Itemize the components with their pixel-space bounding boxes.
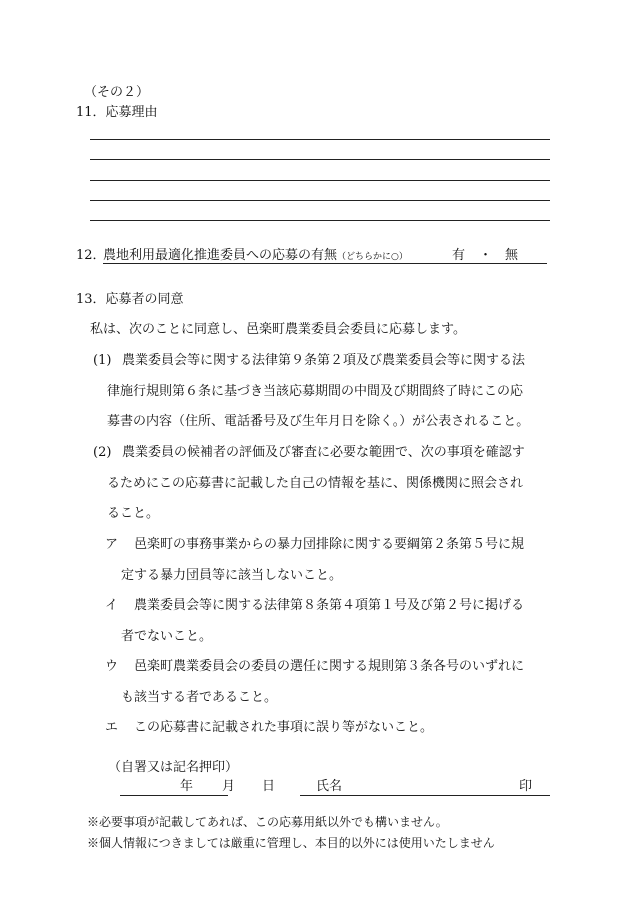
sub-a-line1: 邑楽町の事務事業からの暴力団排除に関する要綱第２条第５号に規 (134, 537, 525, 552)
signature-name-label: 氏名 (316, 779, 343, 794)
page-label: （その２） (84, 85, 150, 100)
item1-line2: 律施行規則第６条に基づき当該応募期間の中間及び期間終了時にこの応 (107, 384, 524, 399)
sub-u-line2: も該当する者であること。 (121, 690, 278, 705)
section12-hint: （どちらかに○） (337, 252, 408, 262)
footnote-2: ※個人情報につきましては厳重に管理し、本目的以外には使用いたしません (87, 836, 495, 850)
option-yes[interactable]: 有 (452, 248, 466, 263)
sub-u-line1: 邑楽町農業委員会の委員の選任に関する規則第３条各号のいずれに (134, 659, 525, 674)
sub-i-mark: イ (105, 598, 119, 613)
option-separator: ・ (479, 248, 493, 263)
signature-year: 年 (180, 779, 194, 794)
reason-line-3[interactable] (90, 180, 550, 181)
option-no[interactable]: 無 (505, 248, 519, 263)
section12-number: 12． (76, 248, 106, 263)
section13-title: 13．応募者の同意 (76, 292, 184, 307)
signature-note: （自署又は記名押印） (108, 760, 239, 775)
section11-title: 11．応募理由 (76, 105, 158, 120)
sub-e-line1: この応募書に記載された事項に誤り等がないこと。 (134, 720, 434, 735)
reason-line-1[interactable] (90, 139, 550, 140)
consent-intro: 私は、次のことに同意し、邑楽町農業委員会委員に応募します。 (90, 322, 466, 337)
item2-line1: 農業委員の候補者の評価及び審査に必要な範囲で、次の事項を確認す (122, 445, 525, 460)
signature-month: 月 (222, 779, 236, 794)
signature-seal: 印 (519, 779, 533, 794)
item2-line2: るためにこの応募書に記載した自己の情報を基に、関係機関に照会され (107, 476, 524, 491)
sub-e-mark: エ (105, 720, 119, 735)
item1-line1: 農業委員会等に関する法律第９条第２項及び農業委員会等に関する法 (122, 353, 526, 368)
signature-day: 日 (262, 779, 276, 794)
signature-date-line[interactable] (120, 795, 228, 796)
sub-i-line1: 農業委員会等に関する法律第８条第４項第１号及び第２号に掲げる (134, 598, 525, 613)
sub-a-line2: 定する暴力団員等に該当しないこと。 (121, 568, 343, 583)
sub-a-mark: ア (105, 537, 119, 552)
reason-line-2[interactable] (90, 159, 550, 160)
section12-label: 農地利用最適化推進委員への応募の有無 (103, 248, 338, 263)
item2-number: (2) (93, 445, 112, 460)
sub-u-mark: ウ (105, 659, 119, 674)
sub-i-line2: 者でないこと。 (121, 629, 213, 644)
footnote-1: ※必要事項が記載してあれば、この応募用紙以外でも構いません。 (87, 815, 448, 829)
reason-line-4[interactable] (90, 200, 550, 201)
item1-line3: 募書の内容（住所、電話番号及び生年月日を除く。）が公表されること。 (107, 414, 530, 429)
item1-number: (1) (93, 353, 112, 368)
item2-line3: ること。 (107, 506, 160, 521)
reason-line-5[interactable] (90, 220, 550, 221)
